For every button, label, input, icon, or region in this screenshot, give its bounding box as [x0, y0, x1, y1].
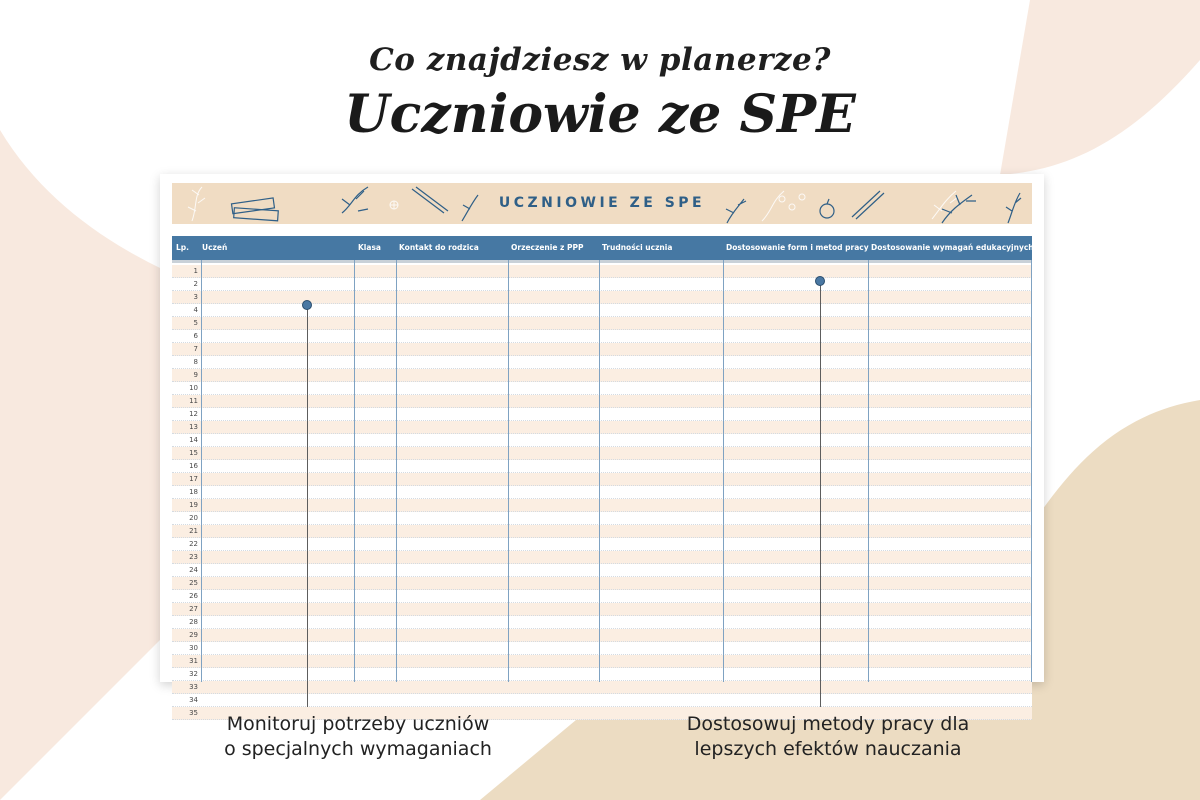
table-row	[172, 460, 1032, 473]
header-rule	[172, 260, 1032, 263]
row-number: 30	[189, 644, 198, 652]
row-number: 11	[189, 397, 198, 405]
row-number: 27	[189, 605, 198, 613]
row-number: 32	[189, 670, 198, 678]
table-row	[172, 616, 1032, 629]
subtitle: Co znajdziesz w planerze?	[369, 42, 831, 78]
table-row	[172, 681, 1032, 694]
row-number: 3	[193, 293, 198, 301]
column-divider	[868, 260, 869, 682]
callout-leader-right	[820, 281, 821, 707]
column-divider	[354, 260, 355, 682]
table-row	[172, 629, 1032, 642]
page-title: Uczniowie ze SPE	[344, 84, 856, 145]
table-row	[172, 512, 1032, 525]
column-divider	[201, 260, 202, 682]
callout-dot-left	[302, 300, 312, 310]
column-divider	[1031, 260, 1032, 682]
row-number: 28	[189, 618, 198, 626]
table-row	[172, 434, 1032, 447]
row-number: 15	[189, 449, 198, 457]
row-number: 24	[189, 566, 198, 574]
table-row	[172, 473, 1032, 486]
table-row	[172, 486, 1032, 499]
row-number: 18	[189, 488, 198, 496]
column-divider	[723, 260, 724, 682]
row-number: 14	[189, 436, 198, 444]
table-row	[172, 590, 1032, 603]
callout-leader-left	[307, 305, 308, 707]
banner	[172, 183, 1032, 224]
row-number: 9	[193, 371, 198, 379]
table-row	[172, 577, 1032, 590]
row-number: 26	[189, 592, 198, 600]
table-row	[172, 538, 1032, 551]
callout-left	[208, 712, 508, 762]
column-divider	[599, 260, 600, 682]
row-number: 2	[193, 280, 198, 288]
callout-left-line2: o specjalnych wymaganiach	[224, 738, 492, 760]
column-header-student: Uczeń	[202, 243, 228, 252]
table-row	[172, 642, 1032, 655]
table-row	[172, 317, 1032, 330]
row-number: 20	[189, 514, 198, 522]
callout-right-line1: Dostosowuj metody pracy dla	[686, 713, 970, 735]
callout-right	[658, 712, 998, 762]
table-row	[172, 603, 1032, 616]
table-row	[172, 447, 1032, 460]
row-number: 35	[189, 709, 198, 717]
column-divider	[508, 260, 509, 682]
table-row	[172, 395, 1032, 408]
row-number: 21	[189, 527, 198, 535]
table-row	[172, 304, 1032, 317]
table-row	[172, 551, 1032, 564]
table-body	[172, 265, 1032, 720]
row-number: 19	[189, 501, 198, 509]
row-number: 5	[193, 319, 198, 327]
table-row	[172, 356, 1032, 369]
table-row	[172, 291, 1032, 304]
row-number: 25	[189, 579, 198, 587]
callout-dot-right	[815, 276, 825, 286]
table-row	[172, 655, 1032, 668]
table-row	[172, 694, 1032, 707]
column-header-parent-contact: Kontakt do rodzica	[399, 243, 479, 252]
row-number: 13	[189, 423, 198, 431]
table-header	[172, 236, 1032, 260]
row-number: 10	[189, 384, 198, 392]
column-divider	[396, 260, 397, 682]
row-number: 6	[193, 332, 198, 340]
table-row	[172, 382, 1032, 395]
column-header-ppp-ruling: Orzeczenie z PPP	[511, 243, 584, 252]
column-header-lp: Lp.	[176, 243, 189, 252]
column-header-class: Klasa	[358, 243, 381, 252]
table-row	[172, 343, 1032, 356]
column-header-difficulties: Trudności ucznia	[602, 243, 673, 252]
row-number: 4	[193, 306, 198, 314]
row-number: 22	[189, 540, 198, 548]
column-header-adapting-methods: Dostosowanie form i metod pracy	[726, 243, 869, 252]
row-number: 34	[189, 696, 198, 704]
column-header-adapting-requirements: Dostosowanie wymagań edukacyjnych	[871, 243, 1034, 252]
table-row	[172, 668, 1032, 681]
table-row	[172, 330, 1032, 343]
row-number: 29	[189, 631, 198, 639]
banner-title: UCZNIOWIE ZE SPE	[498, 195, 706, 211]
row-number: 7	[193, 345, 198, 353]
table-row	[172, 525, 1032, 538]
row-number: 17	[189, 475, 198, 483]
table-row	[172, 265, 1032, 278]
row-number: 12	[189, 410, 198, 418]
planner-sheet	[160, 174, 1044, 717]
row-number: 16	[189, 462, 198, 470]
table-row	[172, 421, 1032, 434]
row-number: 33	[189, 683, 198, 691]
table-row	[172, 499, 1032, 512]
table-row	[172, 278, 1032, 291]
table-row	[172, 408, 1032, 421]
table-row	[172, 369, 1032, 382]
callout-right-line2: lepszych efektów nauczania	[694, 738, 962, 760]
row-number: 31	[189, 657, 198, 665]
row-number: 1	[193, 267, 198, 275]
row-number: 8	[193, 358, 198, 366]
row-number: 23	[189, 553, 198, 561]
table-row	[172, 564, 1032, 577]
callout-left-line1: Monitoruj potrzeby uczniów	[226, 713, 490, 735]
